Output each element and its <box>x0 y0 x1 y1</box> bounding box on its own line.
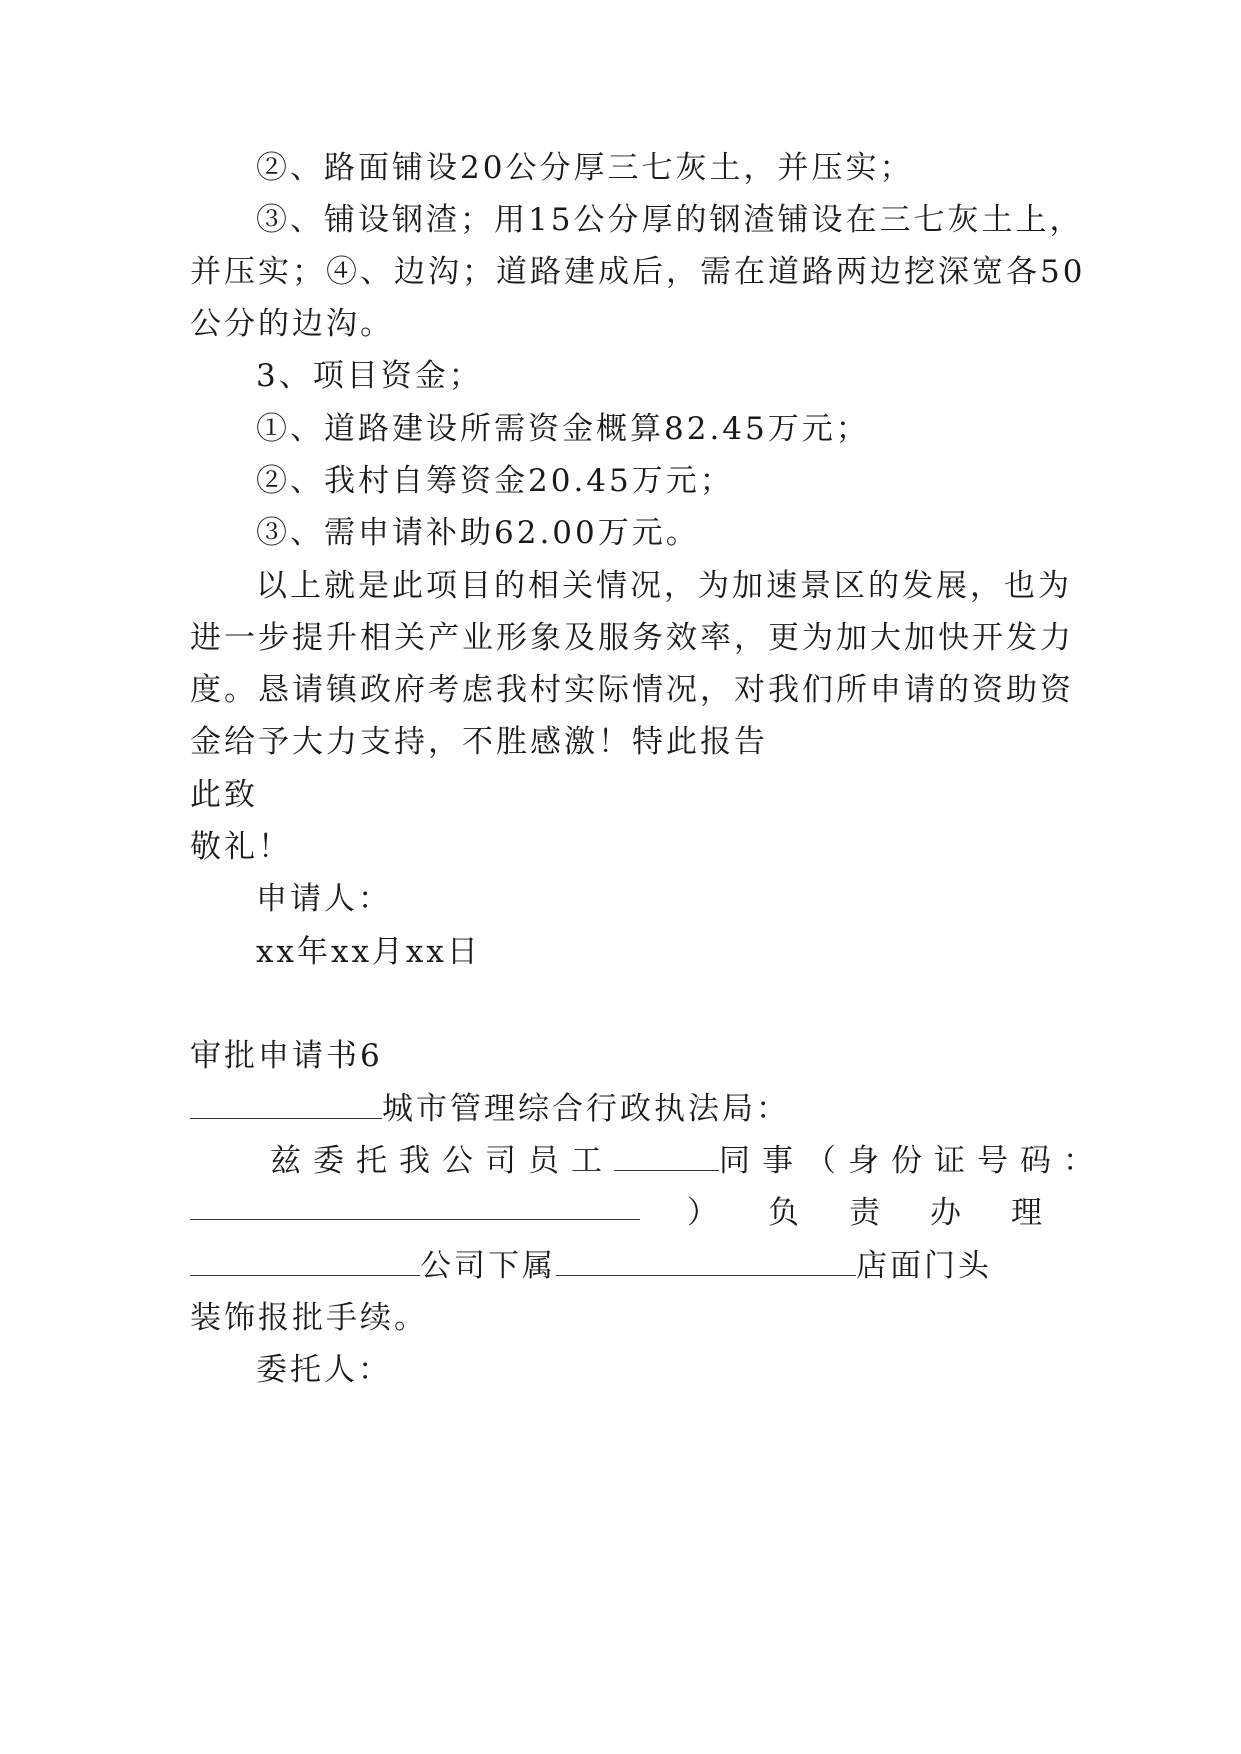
paragraph-steel-slag-line3: 公分的边沟。 <box>190 306 394 342</box>
blank-field <box>190 1249 420 1276</box>
blank-field <box>190 1193 640 1220</box>
paragraph-fund-estimate: ①、道路建设所需资金概算82.45万元； <box>256 411 870 447</box>
section-title: 审批申请书6 <box>190 1038 383 1074</box>
authorization-text-b: 同事（身份证号码： <box>719 1143 1106 1179</box>
word-ban: 办 <box>930 1195 964 1231</box>
salutation-cizhi: 此致 <box>190 777 258 813</box>
paragraph-road-surface: ②、路面铺设20公分厚三七灰土，并压实； <box>256 150 914 186</box>
blank-field <box>614 1144 719 1171</box>
authorization-text-d: 公司下属 <box>420 1248 556 1284</box>
applicant-label: 申请人： <box>256 881 392 917</box>
paragraph-steel-slag-line2: 并压实；④、边沟；道路建成后，需在道路两边挖深宽各50 <box>190 254 1086 290</box>
authorization-text-e: 店面门头 <box>856 1248 992 1284</box>
close-paren: ） <box>687 1195 721 1231</box>
paragraph-summary-line1: 以上就是此项目的相关情况，为加速景区的发展，也为 <box>256 568 1072 604</box>
paragraph-steel-slag-line1: ③、铺设钢渣；用15公分厚的钢渣铺设在三七灰土上， <box>256 202 1084 238</box>
paragraph-self-raised-funds: ②、我村自筹资金20.45万元； <box>256 463 734 499</box>
principal-label: 委托人： <box>256 1352 392 1388</box>
word-li: 理 <box>1011 1195 1045 1231</box>
authorization-line1 <box>270 1141 1106 1181</box>
word-ze: 责 <box>849 1195 883 1231</box>
paragraph-summary-line2: 进一步提升相关产业形象及服务效率，更为加大加快开发力 <box>190 620 1074 656</box>
authorization-line4: 装饰报批手续。 <box>190 1300 428 1336</box>
authorization-line3 <box>190 1246 992 1286</box>
paragraph-summary-line3: 度。恳请镇政府考虑我村实际情况，对我们所申请的资助资 <box>190 672 1074 708</box>
salutation-jingli: 敬礼！ <box>190 829 292 865</box>
date-line: xx年xx月xx日 <box>256 934 481 970</box>
authorization-text-a: 兹委托我公司员工 <box>270 1143 614 1179</box>
word-fu: 负 <box>768 1195 802 1231</box>
blank-field <box>556 1249 856 1276</box>
paragraph-project-funds-heading: 3、项目资金； <box>256 358 483 394</box>
addressee-text: 城市管理综合行政执法局： <box>382 1091 790 1127</box>
paragraph-summary-line4: 金给予大力支持，不胜感激！特此报告 <box>190 724 768 760</box>
addressee-line <box>190 1089 790 1129</box>
blank-field <box>190 1092 382 1119</box>
paragraph-subsidy-request: ③、需申请补助62.00万元。 <box>256 515 700 551</box>
authorization-line2 <box>190 1193 1045 1233</box>
